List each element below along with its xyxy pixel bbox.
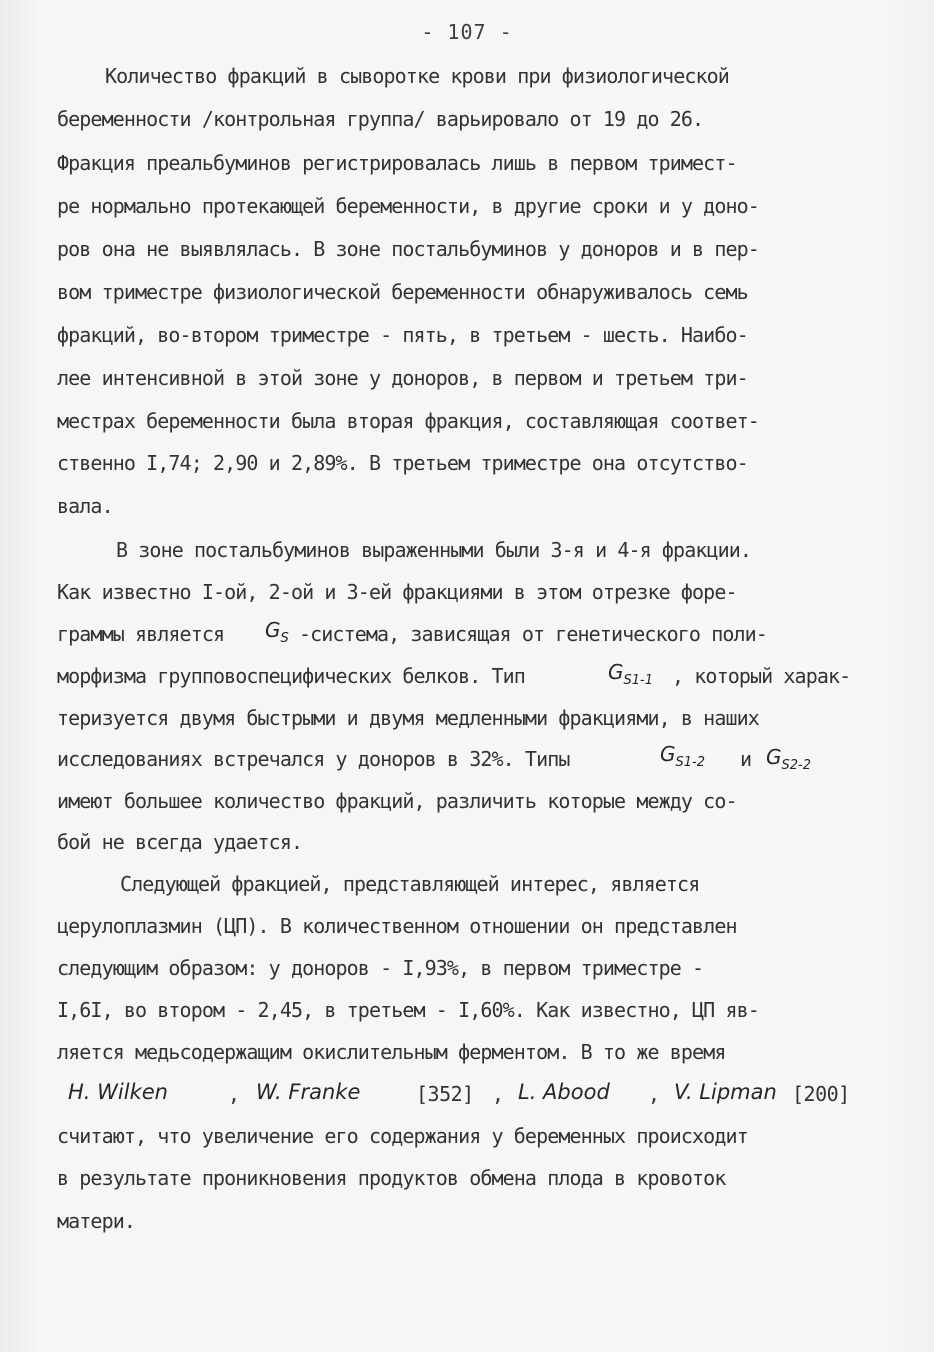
text-line: , который харак- <box>672 664 851 688</box>
reference-200: [200] <box>792 1082 850 1106</box>
text-line: Следующей фракцией, представляющей интерес, является <box>120 872 700 896</box>
text-line: Как известно I-ой, 2-ой и 3-ей фракциями в этом отрезке форе- <box>57 580 737 604</box>
text-line: вом триместре физиологической беременности обнаруживалось семь <box>57 280 748 304</box>
text-line: морфизма групповоспецифических белков. Тип <box>57 664 525 688</box>
author-wilken: H. Wilken <box>68 1080 168 1104</box>
page-number: - 107 - <box>421 20 513 44</box>
text-line: теризуется двумя быстрыми и двумя медленными фракциями, в наших <box>57 706 759 730</box>
text-line: В зоне постальбуминов выраженными были 3-я и 4-я фракции. <box>116 538 752 562</box>
text-line: фракций, во-втором триместре - пять, в третьем - шесть. Наибо- <box>57 323 748 347</box>
text-line: вала. <box>57 494 113 518</box>
text-line: беременности /контрольная группа/ варьировало от 19 до 26. <box>57 107 704 131</box>
handwritten-gs12-symbol: $G_{S1-2}$ <box>660 742 705 770</box>
handwritten-gs11-symbol: $G_{S1-1}$ <box>608 660 653 688</box>
text-line: исследованиях встречался у доноров в 32%. Типы <box>57 747 570 771</box>
text-line: ров она не выявлялась. В зоне постальбуминов у доноров и в пер- <box>57 237 759 261</box>
separator-comma: , <box>492 1082 504 1106</box>
text-line: местрах беременности была вторая фракция, составляющая соответ- <box>57 409 759 433</box>
text-line: -система, зависящая от генетического поли- <box>299 622 767 646</box>
text-line: имеют большее количество фракций, различить которые между со- <box>57 789 737 813</box>
author-franke: W. Franke <box>256 1080 361 1104</box>
text-line: считают, что увеличение его содержания у беременных происходит <box>57 1124 748 1148</box>
text-line: в результате проникновения продуктов обмена плода в кровоток <box>57 1166 726 1190</box>
text-line: бой не всегда удается. <box>57 830 303 854</box>
text-line: ре нормально протекающей беременности, в другие сроки и у доно- <box>57 194 759 218</box>
text-line: граммы является <box>57 622 225 646</box>
text-line: Количество фракций в сыворотке крови при физиологической <box>105 64 729 88</box>
reference-352: [352] <box>416 1082 474 1106</box>
text-line: ственно I,74; 2,90 и 2,89%. В третьем триместре она отсутство- <box>57 451 748 475</box>
author-abood: L. Abood <box>518 1080 610 1104</box>
text-line: I,6I, во втором - 2,45, в третьем - I,60%. Как известно, ЦП яв- <box>57 998 759 1022</box>
author-lipman: V. Lipman <box>674 1080 777 1104</box>
text-line: Фракция преальбуминов регистрировалась лишь в первом тримест- <box>57 151 737 175</box>
separator-comma: , <box>648 1082 660 1106</box>
text-line: следующим образом: у доноров - I,93%, в первом триместре - <box>57 956 704 980</box>
text-line: ляется медьсодержащим окислительным ферментом. В то же время <box>57 1040 726 1064</box>
text-line: церулоплазмин (ЦП). В количественном отношении он представлен <box>57 914 737 938</box>
separator-comma: , <box>228 1082 240 1106</box>
handwritten-gs-symbol: $G_S$ <box>265 618 289 646</box>
text-line: матери. <box>57 1209 135 1233</box>
handwritten-gs22-symbol: $G_{S2-2}$ <box>766 745 811 773</box>
text-line: и <box>740 747 752 771</box>
text-line: лее интенсивной в этой зоне у доноров, в первом и третьем три- <box>57 366 748 390</box>
